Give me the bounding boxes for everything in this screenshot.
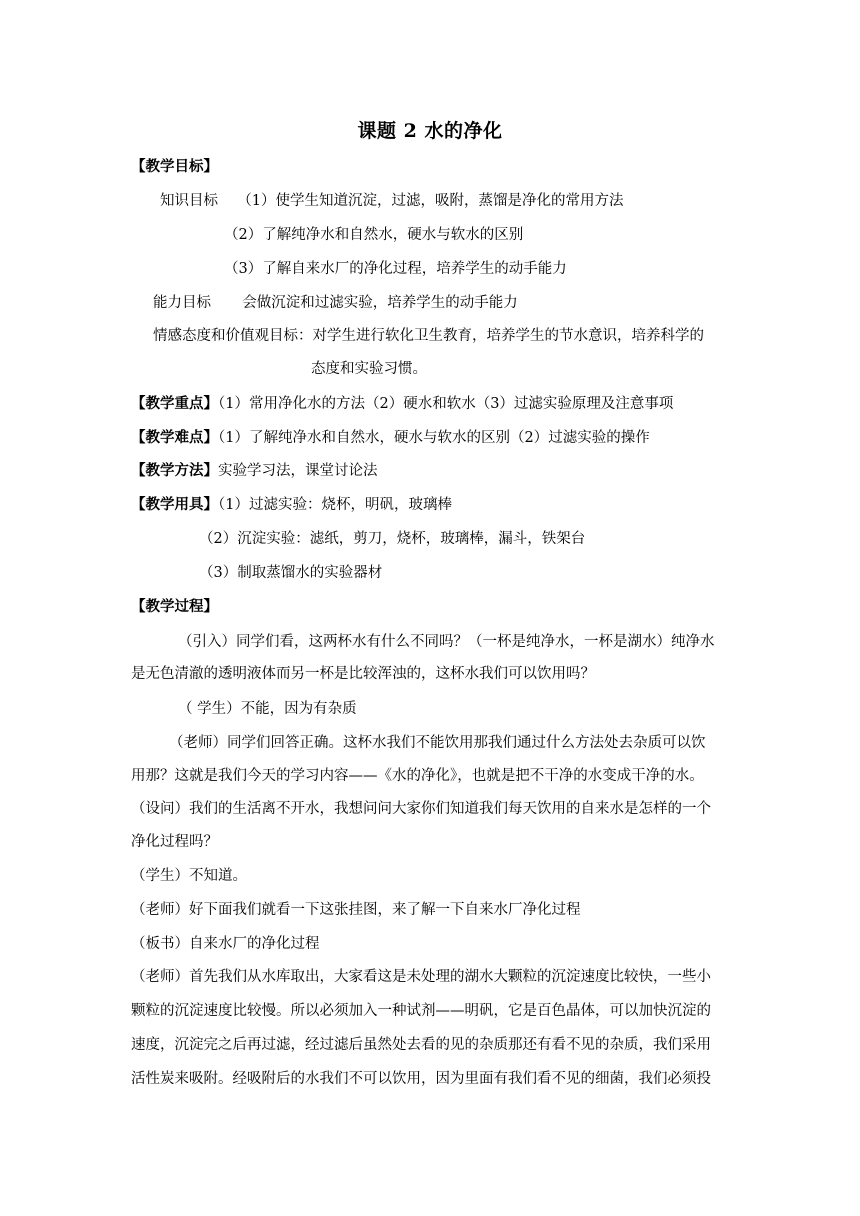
- methods-text: 实验学习法，课堂讨论法: [218, 463, 378, 479]
- tools-item-2: （2）沉淀实验：滤纸，剪刀，烧杯，玻璃棒，漏斗，铁架台: [199, 531, 586, 547]
- process-p3-line-2: 用那？这就是我们今天的学习内容——《水的净化》，也就是把不干净的水变成干净的水。: [131, 768, 704, 784]
- difficulties-heading: 【教学难点】: [131, 429, 218, 446]
- tools-item-3: （3）制取蒸馏水的实验器材: [199, 565, 383, 581]
- key-points-heading: 【教学重点】: [131, 395, 218, 412]
- process-heading: 【教学过程】: [131, 598, 218, 615]
- key-points-text: （1）常用净化水的方法（2）硬水和软水（3）过滤实验原理及注意事项: [218, 396, 674, 412]
- process-p4-line-2: 净化过程吗？: [131, 834, 218, 850]
- knowledge-goal-item-2: （2）了解纯净水和自然水，硬水与软水的区别: [224, 227, 524, 243]
- process-p8-line-4: 活性炭来吸附。经吸附后的水我们不可以饮用，因为里面有我们看不见的细菌，我们必须投: [131, 1071, 711, 1087]
- difficulties-text: （1）了解纯净水和自然水，硬水与软水的区别（2）过滤实验的操作: [218, 430, 650, 446]
- key-points-row: [131, 394, 673, 414]
- emotion-goal-line-2: 态度和实验习惯。: [311, 361, 427, 377]
- process-p5: （学生）不知道。: [131, 868, 247, 884]
- tools-heading: 【教学用具】: [131, 496, 218, 513]
- emotion-goal-line-1: 情感态度和价值观目标：对学生进行软化卫生教育，培养学生的节水意识，培养科学的: [153, 328, 704, 344]
- objectives-heading: 【教学目标】: [131, 158, 218, 175]
- ability-goal-label: 能力目标: [153, 295, 211, 311]
- process-p1-line-1: （引入）同学们看，这两杯水有什么不同吗？（一杯是纯净水，一杯是湖水）纯净水: [178, 634, 715, 650]
- process-p4-line-1: （设问）我们的生活离不开水，我想问问大家你们知道我们每天饮用的自来水是怎样的一个: [131, 801, 711, 817]
- methods-row: [131, 461, 378, 481]
- knowledge-goal-item-1: （1）使学生知道沉淀，过滤，吸附，蒸馏是净化的常用方法: [237, 193, 624, 209]
- knowledge-goal-label: 知识目标: [160, 193, 218, 209]
- ability-goal-text: 会做沉淀和过滤实验，培养学生的动手能力: [242, 295, 518, 311]
- knowledge-goal-item-3: （3）了解自来水厂的净化过程，培养学生的动手能力: [224, 261, 567, 277]
- difficulties-row: [131, 428, 650, 448]
- process-p6: （老师）好下面我们就看一下这张挂图，来了解一下自来水厂净化过程: [131, 902, 581, 918]
- tools-row: [131, 495, 452, 515]
- knowledge-goal-row: [160, 191, 623, 211]
- process-p8-line-3: 速度，沉淀完之后再过滤，经过滤后虽然处去看的见的杂质那还有看不见的杂质，我们采用: [131, 1037, 711, 1053]
- methods-heading: 【教学方法】: [131, 462, 218, 479]
- process-p7: （板书）自来水厂的净化过程: [131, 936, 320, 952]
- process-p1-line-2: 是无色清澈的透明液体而另一杯是比较浑浊的，这杯水我们可以饮用吗？: [131, 666, 595, 682]
- tools-item-1: （1）过滤实验：烧杯，明矾，玻璃棒: [218, 497, 452, 513]
- ability-goal-row: [153, 293, 518, 313]
- process-p2: （ 学生）不能，因为有杂质: [178, 701, 357, 717]
- document-title: 课题 2 水的净化: [357, 120, 503, 142]
- process-p8-line-2: 颗粒的沉淀速度比较慢。所以必须加入一种试剂——明矾，它是百色晶体，可以加快沉淀的: [131, 1003, 711, 1019]
- process-p8-line-1: （老师）首先我们从水库取出，大家看这是未处理的湖水大颗粒的沉淀速度比较快，一些小: [131, 969, 711, 985]
- process-p3-line-1: （老师）同学们回答正确。这杯水我们不能饮用那我们通过什么方法处去杂质可以饮: [169, 735, 706, 751]
